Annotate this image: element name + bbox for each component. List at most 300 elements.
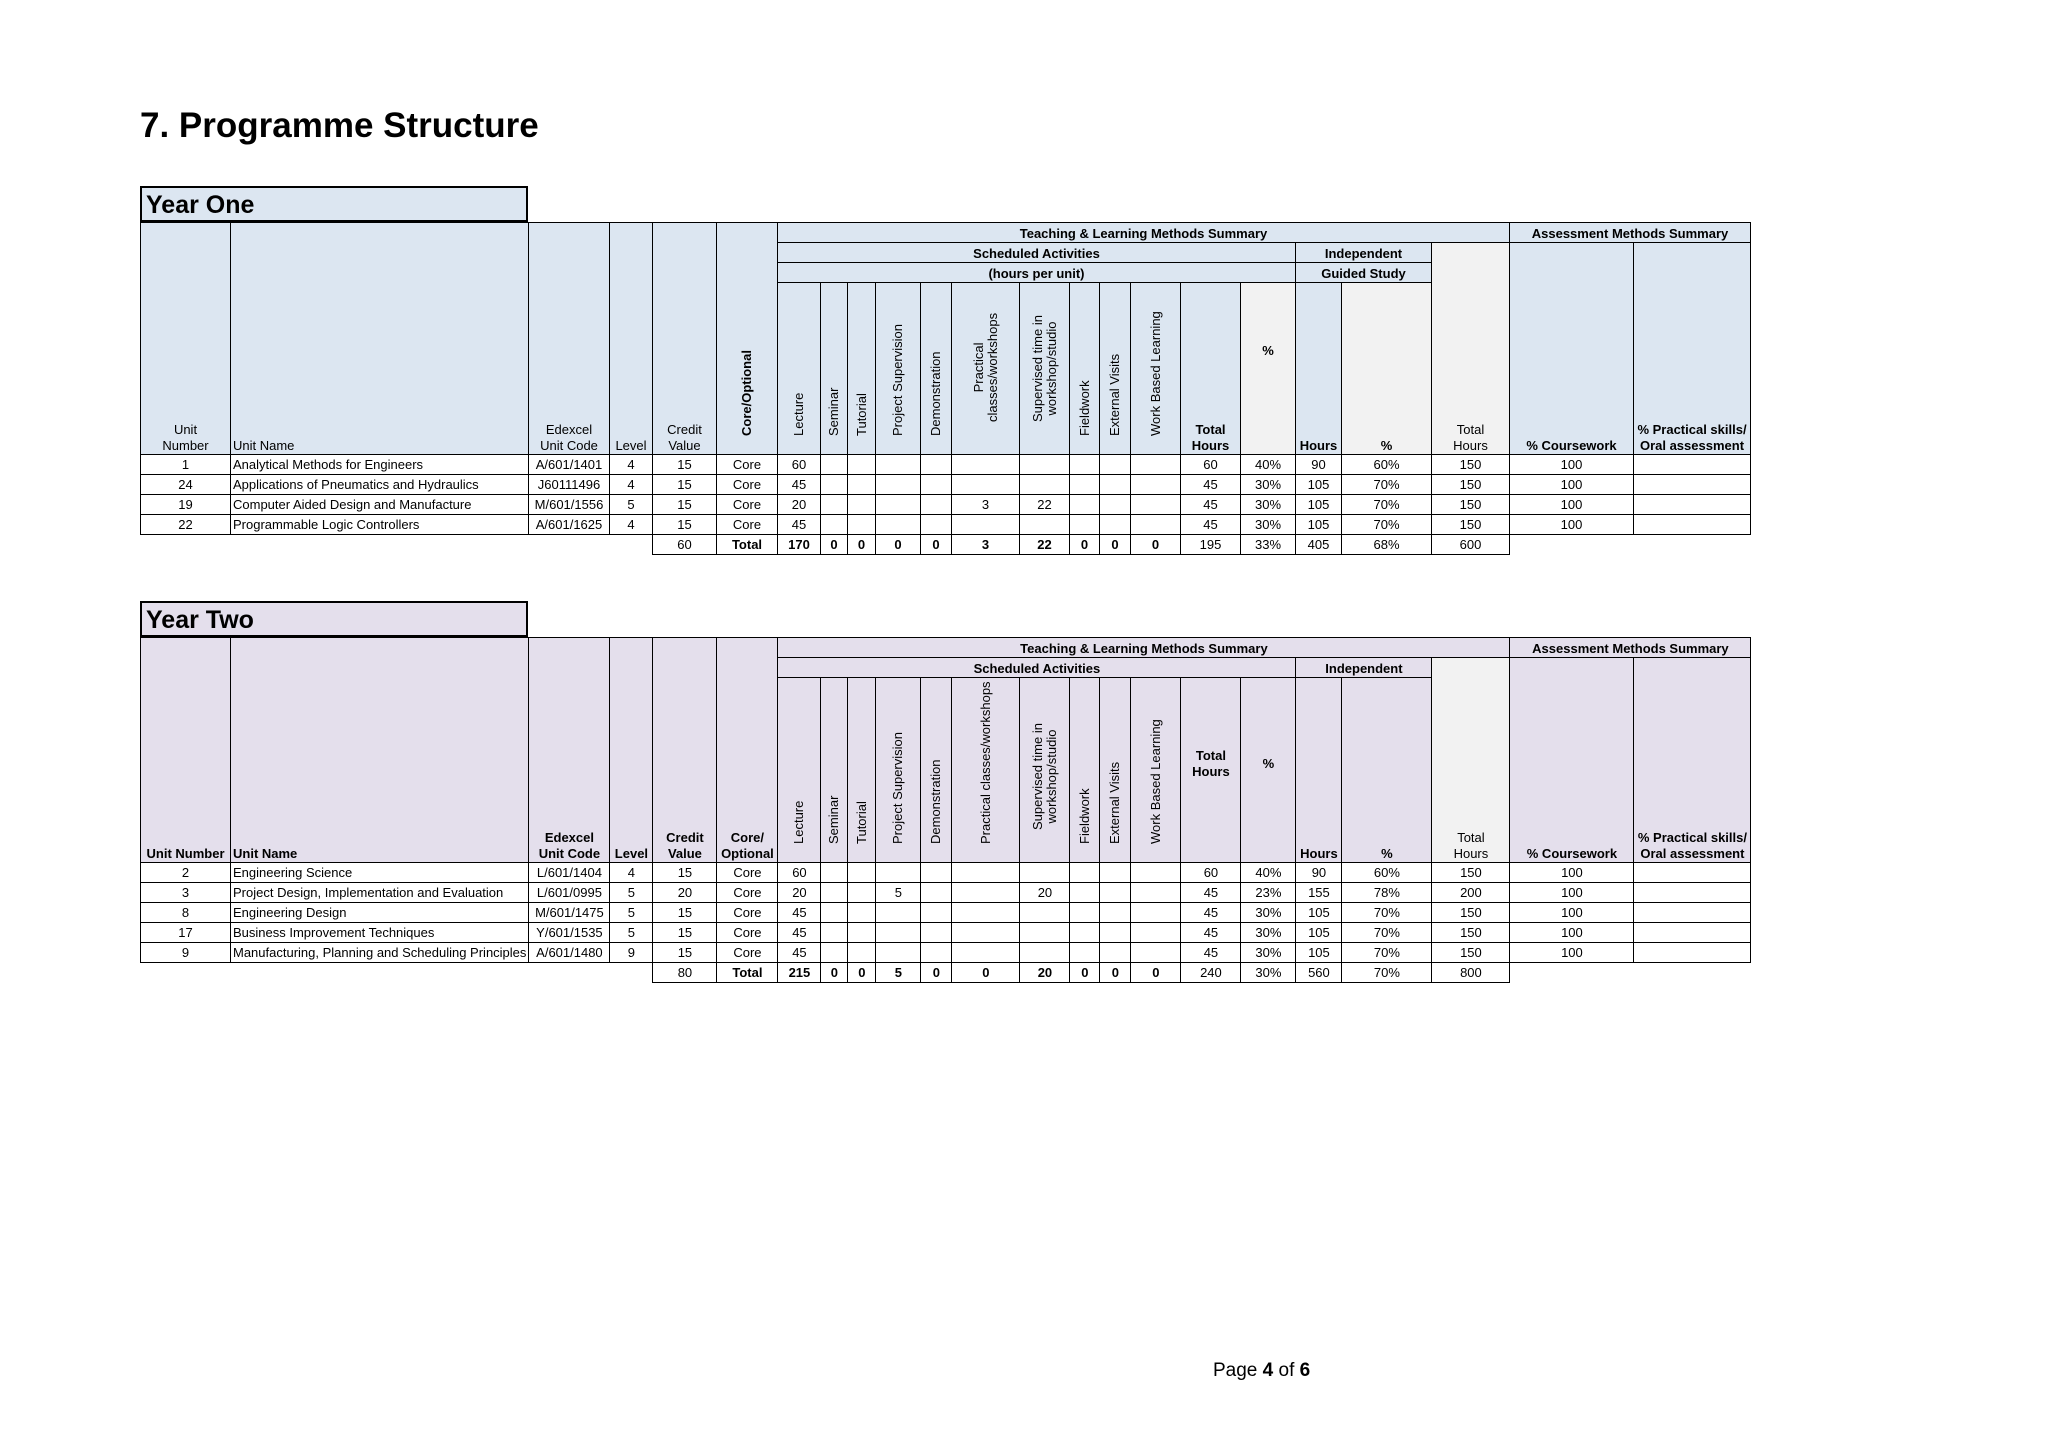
cell-field [1070, 923, 1100, 943]
cell-wbl [1131, 495, 1181, 515]
cell-credit: 15 [653, 495, 717, 515]
cell-num: 19 [141, 495, 231, 515]
total-sched-hours: 240 [1181, 963, 1241, 983]
cell-level: 5 [610, 923, 653, 943]
cell-num: 8 [141, 903, 231, 923]
cell-level: 5 [610, 883, 653, 903]
col-tutorial: Tutorial [848, 283, 876, 455]
cell-oral [1634, 495, 1751, 515]
cell-total-hours: 150 [1432, 923, 1510, 943]
cell-lecture: 45 [778, 923, 821, 943]
cell-ind-hours: 105 [1296, 903, 1342, 923]
cell-ind-pct: 70% [1342, 923, 1432, 943]
cell-name: Engineering Design [231, 903, 529, 923]
col-level: Level [610, 638, 653, 863]
totals-row [141, 963, 1751, 983]
col-tutorial: Tutorial [848, 678, 876, 863]
col-demonstration: Demonstration [921, 283, 952, 455]
cell-name: Programmable Logic Controllers [231, 515, 529, 535]
cell-ext [1100, 903, 1131, 923]
col-supervised: Supervised time in workshop/studio [1020, 678, 1070, 863]
col-ind-pct: % [1342, 678, 1432, 863]
col-pct-coursework: % Coursework [1510, 243, 1634, 455]
cell-coursework: 100 [1510, 883, 1634, 903]
col-ind-hours: Hours [1296, 283, 1342, 455]
cell-core: Core [717, 495, 778, 515]
cell-practical [952, 475, 1020, 495]
col-project-supervision: Project Supervision [876, 678, 921, 863]
cell-name: Analytical Methods for Engineers [231, 455, 529, 475]
cell-oral [1634, 475, 1751, 495]
ams-header: Assessment Methods Summary [1510, 638, 1751, 658]
total-lecture: 215 [778, 963, 821, 983]
col-fieldwork: Fieldwork [1070, 283, 1100, 455]
cell-coursework: 100 [1510, 863, 1634, 883]
cell-demo [921, 863, 952, 883]
cell-level: 4 [610, 515, 653, 535]
cell-supervised [1020, 943, 1070, 963]
cell-name: Project Design, Implementation and Evaluation [231, 883, 529, 903]
cell-ext [1100, 455, 1131, 475]
col-lecture: Lecture [778, 678, 821, 863]
total-tutorial: 0 [848, 963, 876, 983]
cell-lecture: 20 [778, 495, 821, 515]
cell-ind-pct: 60% [1342, 863, 1432, 883]
cell-oral [1634, 943, 1751, 963]
cell-num: 9 [141, 943, 231, 963]
cell-code: A/601/1401 [529, 455, 610, 475]
col-fieldwork: Fieldwork [1070, 678, 1100, 863]
col-sched-total-hours: Total Hours [1181, 678, 1241, 863]
cell-field [1070, 903, 1100, 923]
cell-lecture: 45 [778, 943, 821, 963]
cell-supervised [1020, 863, 1070, 883]
total-sched-hours: 195 [1181, 535, 1241, 555]
cell-coursework: 100 [1510, 495, 1634, 515]
cell-field [1070, 495, 1100, 515]
totals-spacer [141, 535, 653, 555]
cell-demo [921, 923, 952, 943]
col-core-optional: Core/Optional [717, 223, 778, 455]
cell-ind-pct: 70% [1342, 515, 1432, 535]
col-pct-coursework: % Coursework [1510, 658, 1634, 863]
totals-tail [1510, 535, 1751, 555]
cell-core: Core [717, 475, 778, 495]
cell-field [1070, 515, 1100, 535]
col-edexcel-code: Edexcel Unit Code [529, 223, 610, 455]
cell-lecture: 45 [778, 903, 821, 923]
total-ind-hours: 405 [1296, 535, 1342, 555]
col-supervised: Supervised time in workshop/studio [1020, 283, 1070, 455]
cell-project [876, 495, 921, 515]
cell-num: 2 [141, 863, 231, 883]
cell-ind-pct: 70% [1342, 903, 1432, 923]
cell-ind-pct: 60% [1342, 455, 1432, 475]
hours-per-unit-header: (hours per unit) [778, 263, 1296, 283]
col-external-visits: External Visits [1100, 283, 1131, 455]
cell-num: 24 [141, 475, 231, 495]
cell-demo [921, 455, 952, 475]
cell-field [1070, 943, 1100, 963]
cell-supervised: 22 [1020, 495, 1070, 515]
total-total-hours: 800 [1432, 963, 1510, 983]
cell-sched-hours: 60 [1181, 455, 1241, 475]
cell-project [876, 903, 921, 923]
cell-seminar [821, 923, 848, 943]
cell-demo [921, 883, 952, 903]
col-unit-name: Unit Name [231, 638, 529, 863]
cell-supervised [1020, 903, 1070, 923]
cell-ext [1100, 883, 1131, 903]
cell-lecture: 20 [778, 883, 821, 903]
col-pct-practical: % Practical skills/ Oral assessment [1634, 243, 1751, 455]
cell-wbl [1131, 455, 1181, 475]
cell-sched-hours: 45 [1181, 475, 1241, 495]
total-ext: 0 [1100, 535, 1131, 555]
cell-total-hours: 150 [1432, 495, 1510, 515]
cell-demo [921, 515, 952, 535]
col-edexcel-code: Edexcel Unit Code [529, 638, 610, 863]
cell-level: 4 [610, 455, 653, 475]
cell-name: Computer Aided Design and Manufacture [231, 495, 529, 515]
cell-code: A/601/1625 [529, 515, 610, 535]
cell-wbl [1131, 943, 1181, 963]
col-project-supervision: Project Supervision [876, 283, 921, 455]
cell-field [1070, 863, 1100, 883]
cell-core: Core [717, 923, 778, 943]
cell-sched-hours: 45 [1181, 495, 1241, 515]
total-label: Total [717, 963, 778, 983]
cell-sched-pct: 30% [1241, 923, 1296, 943]
col-credit-value: Credit Value [653, 223, 717, 455]
cell-sched-pct: 30% [1241, 475, 1296, 495]
col-total-hours: Total Hours [1432, 658, 1510, 863]
col-pct-practical: % Practical skills/ Oral assessment [1634, 658, 1751, 863]
cell-sched-hours: 45 [1181, 883, 1241, 903]
cell-core: Core [717, 883, 778, 903]
cell-num: 22 [141, 515, 231, 535]
cell-code: Y/601/1535 [529, 923, 610, 943]
total-ind-pct: 68% [1342, 535, 1432, 555]
cell-wbl [1131, 475, 1181, 495]
cell-ext [1100, 515, 1131, 535]
cell-total-hours: 200 [1432, 883, 1510, 903]
col-sched-pct: % [1241, 678, 1296, 863]
cell-practical [952, 515, 1020, 535]
cell-practical [952, 943, 1020, 963]
cell-seminar [821, 455, 848, 475]
cell-lecture: 45 [778, 515, 821, 535]
cell-credit: 15 [653, 455, 717, 475]
cell-seminar [821, 883, 848, 903]
total-total-hours: 600 [1432, 535, 1510, 555]
cell-num: 1 [141, 455, 231, 475]
col-sched-pct: % [1241, 283, 1296, 455]
col-practical: Practical classes/workshops [952, 283, 1020, 455]
cell-ext [1100, 495, 1131, 515]
cell-core: Core [717, 455, 778, 475]
col-credit-value: Credit Value [653, 638, 717, 863]
tlms-header: Teaching & Learning Methods Summary [778, 638, 1510, 658]
cell-sched-hours: 60 [1181, 863, 1241, 883]
total-ind-hours: 560 [1296, 963, 1342, 983]
cell-demo [921, 943, 952, 963]
total-ind-pct: 70% [1342, 963, 1432, 983]
totals-row [141, 535, 1751, 555]
cell-ind-hours: 90 [1296, 863, 1342, 883]
total-project: 5 [876, 963, 921, 983]
cell-oral [1634, 455, 1751, 475]
cell-ind-hours: 155 [1296, 883, 1342, 903]
cell-supervised [1020, 923, 1070, 943]
col-level: Level [610, 223, 653, 455]
cell-ind-hours: 105 [1296, 943, 1342, 963]
page-title: 7. Programme Structure [140, 106, 539, 145]
cell-code: J60111496 [529, 475, 610, 495]
page-footer: Page 4 of 6 [1213, 1360, 1311, 1381]
cell-sched-pct: 23% [1241, 883, 1296, 903]
year-one-heading: Year One [140, 186, 528, 222]
col-unit-number: Unit Number [141, 638, 231, 863]
cell-ind-hours: 105 [1296, 923, 1342, 943]
cell-demo [921, 495, 952, 515]
total-credit: 80 [653, 963, 717, 983]
cell-credit: 15 [653, 515, 717, 535]
cell-oral [1634, 923, 1751, 943]
total-seminar: 0 [821, 535, 848, 555]
cell-code: L/601/1404 [529, 863, 610, 883]
cell-oral [1634, 883, 1751, 903]
cell-supervised [1020, 455, 1070, 475]
total-practical: 0 [952, 963, 1020, 983]
table-row [141, 923, 1751, 943]
cell-level: 4 [610, 863, 653, 883]
table-row [141, 903, 1751, 923]
cell-code: A/601/1480 [529, 943, 610, 963]
total-seminar: 0 [821, 963, 848, 983]
cell-sched-pct: 30% [1241, 943, 1296, 963]
cell-tutorial [848, 903, 876, 923]
cell-seminar [821, 943, 848, 963]
col-sched-total-hours: Total Hours [1181, 283, 1241, 455]
totals-spacer [141, 963, 653, 983]
cell-seminar [821, 495, 848, 515]
cell-ind-hours: 90 [1296, 455, 1342, 475]
cell-wbl [1131, 515, 1181, 535]
cell-tutorial [848, 475, 876, 495]
cell-sched-hours: 45 [1181, 515, 1241, 535]
cell-credit: 15 [653, 863, 717, 883]
cell-field [1070, 455, 1100, 475]
cell-sched-hours: 45 [1181, 943, 1241, 963]
cell-ind-hours: 105 [1296, 475, 1342, 495]
col-unit-name: Unit Name [231, 223, 529, 455]
cell-level: 5 [610, 903, 653, 923]
cell-total-hours: 150 [1432, 455, 1510, 475]
cell-ind-pct: 70% [1342, 475, 1432, 495]
col-seminar: Seminar [821, 678, 848, 863]
cell-level: 5 [610, 495, 653, 515]
cell-project [876, 475, 921, 495]
total-wbl: 0 [1131, 535, 1181, 555]
cell-name: Manufacturing, Planning and Scheduling Principles [231, 943, 529, 963]
cell-coursework: 100 [1510, 475, 1634, 495]
cell-total-hours: 150 [1432, 903, 1510, 923]
col-demonstration: Demonstration [921, 678, 952, 863]
cell-credit: 15 [653, 903, 717, 923]
total-credit: 60 [653, 535, 717, 555]
cell-supervised: 20 [1020, 883, 1070, 903]
total-tutorial: 0 [848, 535, 876, 555]
cell-field [1070, 475, 1100, 495]
cell-core: Core [717, 903, 778, 923]
cell-tutorial [848, 515, 876, 535]
cell-practical [952, 455, 1020, 475]
ams-header: Assessment Methods Summary [1510, 223, 1751, 243]
cell-credit: 15 [653, 923, 717, 943]
cell-tutorial [848, 883, 876, 903]
cell-ext [1100, 943, 1131, 963]
total-field: 0 [1070, 535, 1100, 555]
cell-tutorial [848, 943, 876, 963]
table-row [141, 475, 1751, 495]
table-row [141, 455, 1751, 475]
cell-core: Core [717, 863, 778, 883]
page-count: 6 [1299, 1360, 1311, 1381]
independent-header: Independent [1296, 658, 1432, 678]
cell-coursework: 100 [1510, 515, 1634, 535]
cell-ext [1100, 475, 1131, 495]
total-demo: 0 [921, 535, 952, 555]
year-two-heading: Year Two [140, 601, 528, 637]
col-ind-hours: Hours [1296, 678, 1342, 863]
cell-credit: 20 [653, 883, 717, 903]
col-work-based: Work Based Learning [1131, 678, 1181, 863]
cell-tutorial [848, 495, 876, 515]
cell-seminar [821, 515, 848, 535]
cell-seminar [821, 475, 848, 495]
scheduled-header: Scheduled Activities [778, 658, 1296, 678]
total-supervised: 20 [1020, 963, 1070, 983]
cell-supervised [1020, 515, 1070, 535]
col-lecture: Lecture [778, 283, 821, 455]
cell-code: M/601/1475 [529, 903, 610, 923]
cell-demo [921, 903, 952, 923]
col-total-hours: Total Hours [1432, 243, 1510, 455]
cell-credit: 15 [653, 943, 717, 963]
col-work-based: Work Based Learning [1131, 283, 1181, 455]
total-project: 0 [876, 535, 921, 555]
cell-practical [952, 903, 1020, 923]
total-sched-pct: 33% [1241, 535, 1296, 555]
col-ind-pct: % [1342, 283, 1432, 455]
cell-sched-hours: 45 [1181, 903, 1241, 923]
cell-practical [952, 883, 1020, 903]
total-label: Total [717, 535, 778, 555]
total-lecture: 170 [778, 535, 821, 555]
table-row [141, 863, 1751, 883]
cell-ext [1100, 923, 1131, 943]
col-seminar: Seminar [821, 283, 848, 455]
cell-sched-hours: 45 [1181, 923, 1241, 943]
cell-demo [921, 475, 952, 495]
totals-tail [1510, 963, 1751, 983]
cell-sched-pct: 40% [1241, 455, 1296, 475]
total-sched-pct: 30% [1241, 963, 1296, 983]
cell-seminar [821, 903, 848, 923]
cell-project: 5 [876, 883, 921, 903]
total-wbl: 0 [1131, 963, 1181, 983]
cell-tutorial [848, 923, 876, 943]
total-ext: 0 [1100, 963, 1131, 983]
year-two-table [140, 637, 1751, 983]
cell-lecture: 60 [778, 863, 821, 883]
cell-wbl [1131, 923, 1181, 943]
cell-ind-pct: 70% [1342, 943, 1432, 963]
cell-oral [1634, 903, 1751, 923]
scheduled-header: Scheduled Activities [778, 243, 1296, 263]
total-practical: 3 [952, 535, 1020, 555]
cell-name: Applications of Pneumatics and Hydraulics [231, 475, 529, 495]
cell-field [1070, 883, 1100, 903]
cell-credit: 15 [653, 475, 717, 495]
cell-lecture: 60 [778, 455, 821, 475]
cell-coursework: 100 [1510, 943, 1634, 963]
cell-tutorial [848, 863, 876, 883]
cell-name: Business Improvement Techniques [231, 923, 529, 943]
col-external-visits: External Visits [1100, 678, 1131, 863]
cell-sched-pct: 30% [1241, 515, 1296, 535]
cell-practical [952, 923, 1020, 943]
table-row [141, 495, 1751, 515]
total-field: 0 [1070, 963, 1100, 983]
table-row [141, 883, 1751, 903]
cell-sched-pct: 30% [1241, 495, 1296, 515]
year-one-table [140, 222, 1751, 555]
cell-total-hours: 150 [1432, 515, 1510, 535]
cell-practical [952, 863, 1020, 883]
table-row [141, 943, 1751, 963]
cell-num: 17 [141, 923, 231, 943]
cell-oral [1634, 515, 1751, 535]
independent-header: Independent [1296, 243, 1432, 263]
cell-num: 3 [141, 883, 231, 903]
cell-core: Core [717, 943, 778, 963]
cell-supervised [1020, 475, 1070, 495]
cell-coursework: 100 [1510, 455, 1634, 475]
col-core-optional: Core/ Optional [717, 638, 778, 863]
cell-ind-hours: 105 [1296, 515, 1342, 535]
page-number: 4 [1262, 1360, 1274, 1381]
cell-practical: 3 [952, 495, 1020, 515]
cell-total-hours: 150 [1432, 943, 1510, 963]
cell-level: 4 [610, 475, 653, 495]
cell-code: M/601/1556 [529, 495, 610, 515]
cell-project [876, 455, 921, 475]
total-supervised: 22 [1020, 535, 1070, 555]
cell-level: 9 [610, 943, 653, 963]
guided-study-header: Guided Study [1296, 263, 1432, 283]
cell-total-hours: 150 [1432, 475, 1510, 495]
cell-project [876, 923, 921, 943]
cell-code: L/601/0995 [529, 883, 610, 903]
cell-wbl [1131, 903, 1181, 923]
cell-core: Core [717, 515, 778, 535]
cell-ind-pct: 78% [1342, 883, 1432, 903]
cell-project [876, 863, 921, 883]
cell-sched-pct: 30% [1241, 903, 1296, 923]
cell-sched-pct: 40% [1241, 863, 1296, 883]
